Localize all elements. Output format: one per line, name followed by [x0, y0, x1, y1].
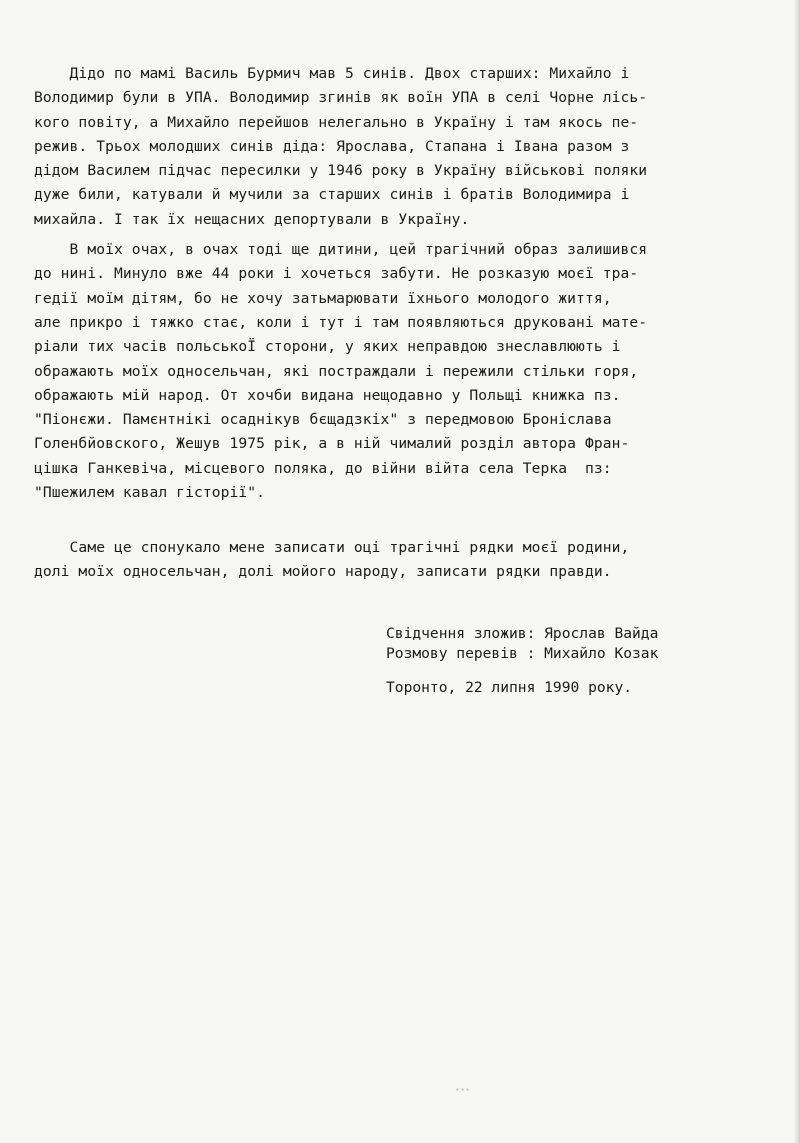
paragraph-2	[34, 238, 764, 530]
text-line: "Піонєжи. Памєнтнікі осаднікув бєщадзкіх" з передмовою Броніслава	[34, 411, 612, 429]
text-line: режив. Трьох молодших синів діда: Ярослава, Стапана і Івана разом з	[34, 137, 630, 155]
text-line: дуже били, катували й мучили за старших синів і братів Володимира і	[34, 186, 630, 204]
signature-block	[386, 624, 786, 664]
text-line: долі моїх односельчан, долі мойого народу, записати рядки правди.	[34, 562, 612, 580]
paragraph-1	[34, 62, 764, 232]
text-line: Дідо по мамі Василь Бурмич мав 5 синів. Двох старших: Михайло і	[34, 65, 630, 82]
text-line: Володимир були в УПА. Володимир згинів як воїн УПА в селі Чорне лісь-	[34, 89, 648, 107]
text-line	[34, 505, 764, 529]
text-line: ображають моїх односельчан, які постраждали і пережили стільки горя,	[34, 362, 639, 380]
page-edge-shadow	[794, 0, 800, 1143]
text-line: Голенбйовского, Жешув 1975 рік, а в ній чималий розділ автора Фран-	[34, 435, 630, 453]
testimony-author-line: Свідчення зложив: Ярослав Вайда	[386, 625, 659, 642]
text-line: михайла. І так їх нещасних депортували в Україну.	[34, 210, 470, 228]
text-line: але прикро і тяжко стає, коли і тут і там появляються друковані мате-	[34, 313, 648, 331]
text-line: кого повіту, а Михайло перейшов нелегально в Україну і там якось пе-	[34, 113, 639, 131]
text-line: ображають мій народ. От хочби видана нещодавно у Польщі книжка пз.	[34, 386, 621, 404]
text-line: цішка Ганкевіча, місцевого поляка, до війни війта села Терка пз:	[34, 459, 612, 477]
interviewer-line: Розмову перевів : Михайло Козак	[386, 645, 659, 662]
text-line: "Пшежилем кавал гісторії".	[34, 484, 266, 502]
text-line: Саме це спонукало мене записати оці трагічні рядки моєї родини,	[34, 538, 630, 556]
typed-body-text	[34, 62, 764, 584]
text-line: ріали тих часів польськоЇ сторони, у яких неправдою знеславлюють і	[34, 338, 621, 356]
scan-speck	[455, 1088, 469, 1091]
text-line: В моїх очах, в очах тоді ще дитини, цей трагічний образ залишився	[34, 241, 648, 259]
place-date: Торонто, 22 липня 1990 року.	[386, 679, 633, 696]
text-line: дідом Василем підчас пересилки у 1946 року в Україну військові поляки	[34, 162, 648, 180]
paragraph-3	[34, 536, 764, 585]
text-line: гедії моїм дітям, бо не хочу затьмарювати їхнього молодого життя,	[34, 289, 612, 307]
text-line: до нині. Минуло вже 44 роки і хочеться забути. Не розказую моєї тра-	[34, 265, 639, 283]
